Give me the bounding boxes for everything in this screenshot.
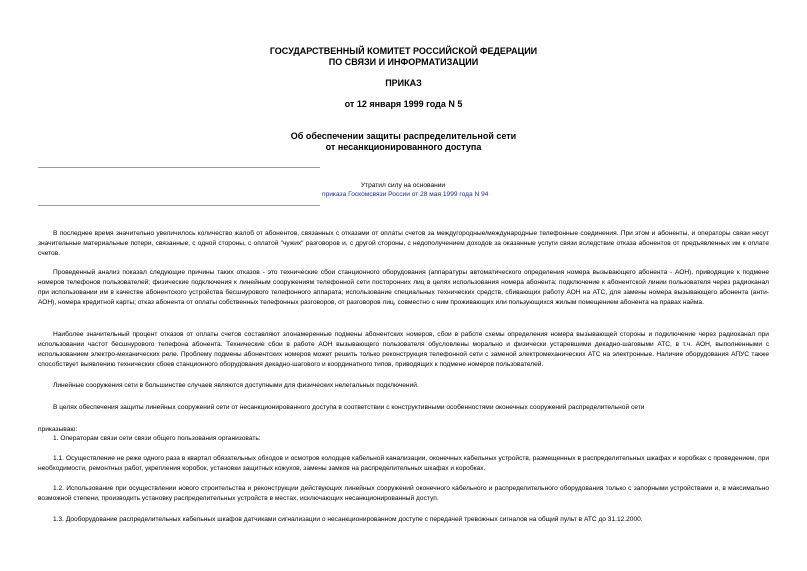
paragraph-purpose: В целях обеспечения защиты линейных сооружений сети от несанкционированного доступа в соответствии с конструктивными особенностями оконечных сооружений распределительной сети (53, 404, 645, 411)
paragraph-analysis: Проведенный анализ показал следующие причины таких отказов - это технические сбои станционного оборудования (аппаратуры автоматического определения номера вызывающего абонента - АОН), приводящие к подмене номеров телефонов пользователей; физические подключения к линейным сооружениям телефонной сети посторонних лиц в целях использования номера абонента; подключение к абонентской линии пользователя через радиоканал при использовании им в качестве абонентского устройства бесшнурового телефонного аппарата; использование специальных технических средств, сбивающих работу АОН на АТС, для замены номера вызывающего абонента (анти-АОН), номера кредитной карты; отказ абонента от оплаты собственных телефонных разговоров, от разговоров лиц, совместно с ним проживающих или пользующихся жилым помещением абонента на правах найма. (38, 269, 769, 306)
paragraph-complaints: В последнее время значительно увеличилось количество жалоб от абонентов, связанных с отказами от оплаты счетов за междугородные/международные телефонные соединения. При этом и абоненты, и операторы связи несут значительные материальные потери, связанные, с одной стороны, с оплатой "чужих" разговоров и, с другой стороны, с недополучением доходов за оказанные услуги связи вследствие отказа абонентов от предъявленных им к оплате счетов. (38, 230, 769, 257)
paragraph-number-substitution: Наиболее значительный процент отказов от оплаты счетов составляют злонамеренные подмены абонентских номеров, сбои в работе схемы определения номера вызывающей стороны и подключение через радиоканал при использовании частот бесшнурового телефона абонента. Технические сбои в работе АОН вызывающего пользователя обусловлены морально и физически устаревшими декадно-шаговыми АТС, в т.ч. АОН, выполненными с использованием электро-механических реле. Проблему подмены абонентских номеров может решить только реконструкция телефонной сети с заменой электромеханических АТС на электронные. Наличие оборудования АПУС также способствует выявлению технических сбоев станционного оборудования декадно-шагового и координатного типов, приводящих к подмене номеров пользователей. (38, 331, 769, 368)
document-title-line1: Об обеспечении защиты распределительной сети (290, 131, 517, 141)
issuing-authority-line1: ГОСУДАРСТВЕННЫЙ КОМИТЕТ РОССИЙСКОЙ ФЕДЕРАЦИИ (269, 46, 538, 56)
document-date-number: от 12 января 1999 года N 5 (344, 99, 463, 109)
status-note-link-line (322, 190, 489, 199)
item-1-3: 1.3. Дооборудование распределительных кабельных шкафов датчиками сигнализации о несанкционированном доступе с передачей тревожных сигналов на общий пульт в АТС до 31.12.2000. (53, 516, 643, 523)
item-1-2: 1.2. Использование при осуществлении нового строительства и реконструкции действующих линейных сооружений оконечного кабельного и распределительного оборудования только с запорными устройствами и, в максимально возможной степени, производить установку распределительных устройств в местах, исключающих несанкционированный доступ. (38, 485, 769, 502)
divider-top (38, 167, 320, 168)
paragraph-line-structures: Линейные сооружения сети в большинстве случаев являются доступными для физических нелегальных подключений. (53, 382, 419, 389)
divider-bottom (38, 205, 320, 206)
document-type: ПРИКАЗ (385, 78, 422, 88)
issuing-authority-line2: ПО СВЯЗИ И ИНФОРМАТИЗАЦИИ (328, 57, 479, 67)
item-1: 1. Операторам связи сети связи общего пользования организовать: (53, 435, 261, 442)
status-note-text: Утратил силу на основании (360, 182, 446, 189)
document-title-line2: от несанкционированного доступа (325, 142, 482, 152)
order-word: приказываю: (38, 426, 78, 433)
item-1-1: 1.1. Осуществление не реже одного раза в квартал обязательных обходов и осмотров колодцев кабельной канализации, оконечных кабельных устройств, размещенных в распределительных шкафах и коробках с проведением, при необходимости, ремонтных работ, укрепления коробок, установки защитных кожухов, замены замков на распределительных шкафах и коробках. (38, 455, 769, 472)
repeal-order-link[interactable]: приказа Госкомсвязи России от 28 мая 1999 года N 94 (322, 191, 489, 198)
